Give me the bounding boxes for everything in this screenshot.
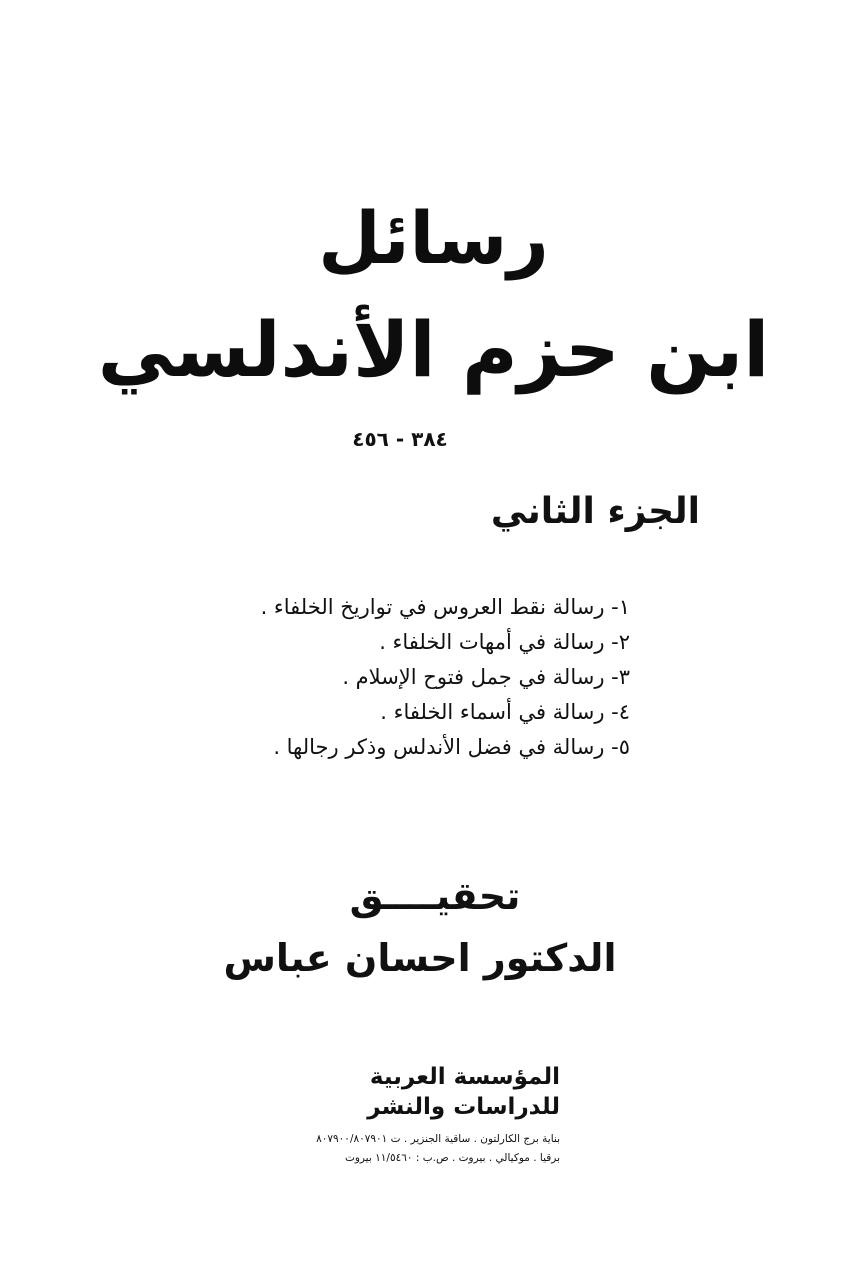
publisher-address-line-1: بناية برج الكارلتون . ساقية الجنزير . ت ٨٠٧٩٠٠/٨٠٧٩٠١: [316, 1133, 560, 1145]
contents-list: [230, 590, 630, 765]
publisher-block: [310, 1062, 560, 1168]
volume-label: الجزء الثاني: [490, 491, 700, 532]
contents-item-1: ١- رسالة نقط العروس في تواريخ الخلفاء .: [260, 595, 630, 619]
book-title: رسائل: [318, 196, 549, 280]
contents-item-5: ٥- رسالة في فضل الأندلس وذكر رجالها .: [273, 735, 630, 759]
book-author: ابن حزم الأندلسي: [97, 305, 770, 394]
publisher-name-line-2: للدراسات والنشر: [367, 1094, 560, 1120]
contents-item-3: ٣- رسالة في جمل فتوح الإسلام .: [342, 665, 630, 689]
editor-name: الدكتور احسان عباس: [223, 936, 617, 980]
publisher-address-line-2: برقيا . موكيالي . بيروت . ص.ب : ١١/٥٤٦٠ بيروت: [344, 1152, 560, 1164]
contents-item-2: ٢- رسالة في أمهات الخلفاء .: [379, 630, 630, 654]
tahqiq-label: تحقيــــق: [349, 874, 521, 918]
publisher-name-line-1: المؤسسة العربية: [369, 1064, 560, 1090]
contents-item-4: ٤- رسالة في أسماء الخلفاء .: [380, 700, 630, 724]
author-dates: ٣٨٤ - ٤٥٦: [352, 427, 448, 451]
